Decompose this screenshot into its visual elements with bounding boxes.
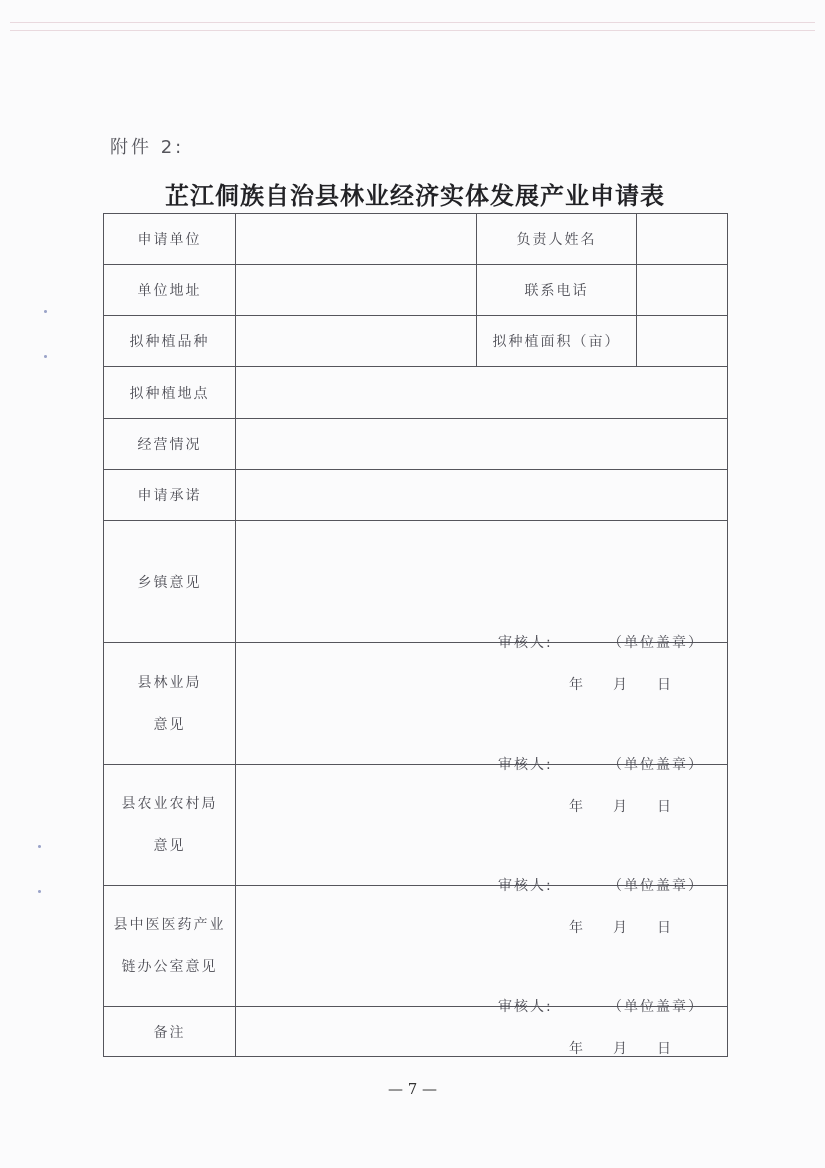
review-label-line1: 县农业农村局	[121, 796, 218, 812]
forestry-bureau-opinion-label	[104, 643, 236, 765]
page-number: — 7 —	[387, 1080, 438, 1098]
planned-location-field[interactable]	[236, 367, 728, 419]
review-label-line1: 县中医医药产业	[113, 917, 226, 933]
review-label-line1: 县林业局	[137, 674, 202, 691]
year-label: 年	[569, 676, 583, 693]
day-label: 日	[657, 676, 671, 693]
unit-address-label: 单位地址	[104, 265, 236, 316]
page-top-rule	[10, 22, 815, 23]
stamp-label: （单位盖章）	[608, 999, 704, 1015]
stamp-label: （单位盖章）	[608, 756, 704, 773]
agriculture-bureau-opinion-label	[104, 765, 236, 886]
page-top-rule	[10, 30, 815, 31]
attachment-label: 附件 2:	[110, 137, 185, 158]
month-label: 月	[613, 676, 627, 693]
reviewer-label: 审核人:	[498, 878, 553, 894]
stamp-label: （单位盖章）	[608, 634, 704, 651]
reviewer-label: 审核人:	[498, 756, 553, 773]
person-in-charge-label: 负责人姓名	[477, 214, 637, 265]
day-label: 日	[657, 1041, 671, 1057]
scan-speck	[44, 355, 47, 358]
remarks-label: 备注	[104, 1007, 236, 1057]
application-commitment-field[interactable]	[236, 470, 728, 521]
person-in-charge-field[interactable]	[637, 214, 728, 265]
month-label: 月	[613, 798, 627, 815]
application-form	[103, 213, 728, 1057]
scan-speck	[38, 845, 41, 848]
planned-area-label: 拟种植面积（亩）	[477, 316, 637, 367]
date-line	[554, 674, 686, 694]
scan-speck	[44, 310, 47, 313]
application-commitment-label: 申请承诺	[104, 470, 236, 521]
day-label: 日	[657, 920, 671, 936]
tcm-industry-office-opinion-label	[104, 886, 236, 1007]
reviewer-label: 审核人:	[498, 999, 553, 1015]
contact-phone-field[interactable]	[637, 265, 728, 316]
business-status-label: 经营情况	[104, 419, 236, 470]
applicant-unit-field[interactable]	[236, 214, 477, 265]
tcm-industry-office-opinion-field[interactable]	[236, 886, 728, 1057]
day-label: 日	[657, 798, 671, 815]
scan-speck	[38, 890, 41, 893]
month-label: 月	[613, 920, 627, 936]
review-label-line1: 乡镇意见	[137, 574, 202, 591]
stamp-label: （单位盖章）	[608, 878, 704, 894]
agriculture-bureau-opinion-field[interactable]	[236, 765, 728, 936]
unit-address-field[interactable]	[236, 265, 477, 316]
planned-variety-label: 拟种植品种	[104, 316, 236, 367]
planned-variety-field[interactable]	[236, 316, 477, 367]
planned-location-label: 拟种植地点	[104, 367, 236, 419]
township-opinion-label	[104, 521, 236, 643]
forestry-bureau-opinion-field[interactable]	[236, 643, 728, 815]
business-status-field[interactable]	[236, 419, 728, 470]
township-opinion-field[interactable]	[236, 521, 728, 693]
reviewer-label: 审核人:	[498, 634, 553, 651]
year-label: 年	[569, 1041, 583, 1057]
review-label-line2: 意见	[153, 838, 186, 854]
review-label-line2: 意见	[153, 716, 186, 733]
applicant-unit-label: 申请单位	[104, 214, 236, 265]
planned-area-field[interactable]	[637, 316, 728, 367]
date-line	[554, 796, 686, 816]
contact-phone-label: 联系电话	[477, 265, 637, 316]
date-line	[554, 1038, 686, 1058]
year-label: 年	[569, 920, 583, 936]
review-label-line2: 链办公室意见	[121, 959, 218, 975]
date-line	[554, 917, 686, 937]
form-title: 芷江侗族自治县林业经济实体发展产业申请表	[165, 181, 665, 210]
month-label: 月	[613, 1041, 627, 1057]
year-label: 年	[569, 798, 583, 815]
